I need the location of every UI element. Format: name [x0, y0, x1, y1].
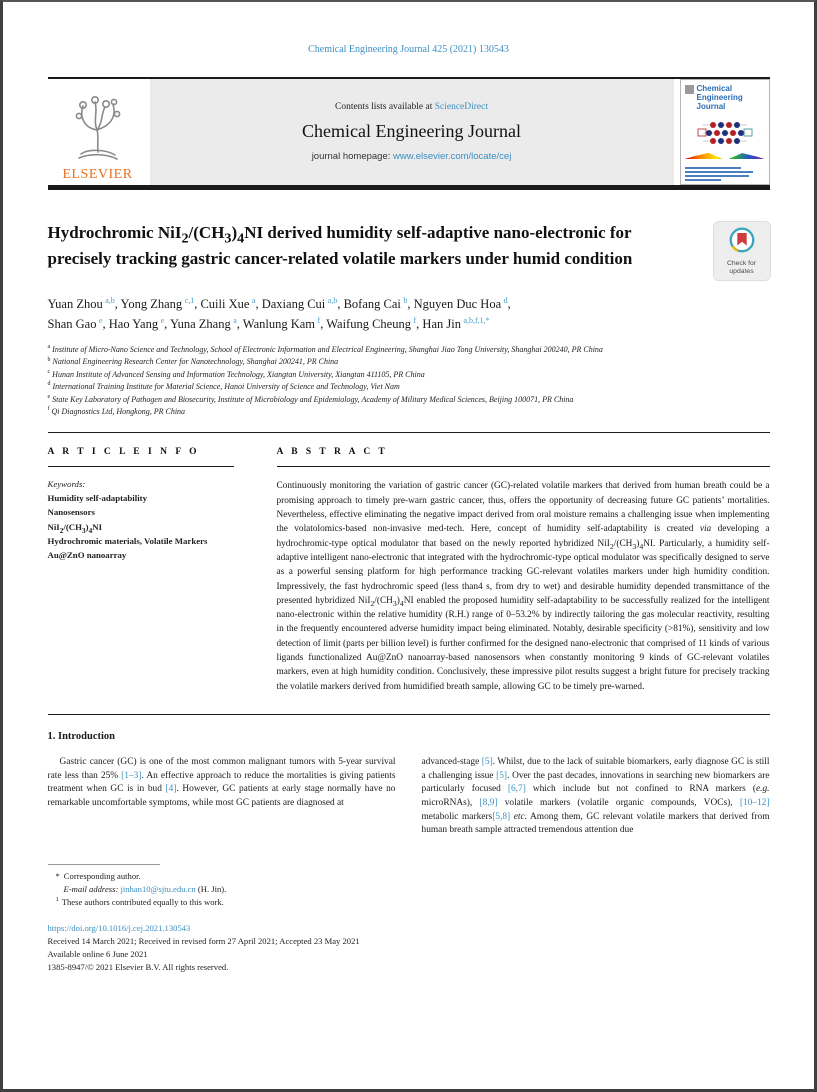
homepage-line [312, 151, 512, 162]
abstract-heading: A B S T R A C T [276, 447, 388, 458]
affil-marker: c [47, 369, 51, 376]
affil-marker: a [47, 344, 51, 351]
article-info-heading: A R T I C L E I N F O [47, 447, 200, 458]
intro-paragraph-right: advanced-stage [5]. Whilst, due to the lack of suitable biomarkers, early diagnose GC is still a challenging issue [5]. Over the past decades, innovations in searching new biomarkers are particularly focused [6,7] which include but not confined to RNA markers (e.g. microRNAs), [8,9] volatile markers (volatile organic compounds, VOCs), [10–12] metabolic markers[5,8] etc. Among them, GC relevant volatile markers that derived from human breath sample attracted tremendous attention due [421, 757, 770, 836]
affil-marker: d [47, 381, 51, 388]
affil-text: State Key Laboratory of Pathogen and Biosecurity, Institute of Microbiology and Epidemiology, Academy of Military Medical Sciences, Beijing 100071, PR China [52, 394, 574, 404]
journal-banner [48, 77, 770, 190]
affiliation-item [48, 406, 770, 418]
cover-molecule-graphic [697, 117, 753, 152]
ref-link[interactable]: [5] [496, 770, 508, 781]
article-title: Hydrochromic $NiI_2/(CH_3)_4NI$ derived humidity self-adaptive nano-electronic for precisely tracking gastric cancer-related volatile markers under humid condition [47, 223, 633, 268]
crossmark-icon [728, 241, 756, 258]
affil-text: National Engineering Research Center for Nanotechnology, Shanghai 200241, PR China [52, 357, 339, 367]
divider [277, 466, 770, 467]
received-line: Received 14 March 2021; Received in revised form 27 April 2021; Accepted 23 May 2021 [47, 936, 360, 947]
affil-marker: f [47, 406, 50, 413]
banner-center-panel [150, 79, 674, 185]
ref-link[interactable]: [1–3] [121, 770, 142, 781]
divider [48, 714, 770, 715]
footnotes [48, 864, 770, 909]
intro-paragraph-left: Gastric cancer (GC) is one of the most common malignant tumors with 5-year survival rate less than 25% [1–3]. An effective approach to reduce the mortalities is giving patients treatment when GC is in bud [4]. However, GC patients at early stage normally have no remarkable uncomfortable symptoms, while most GC patients are diagnosed at [47, 757, 396, 808]
contents-line [335, 102, 488, 112]
article-footer [48, 922, 770, 974]
affiliations [48, 344, 770, 418]
affiliation-item [48, 394, 770, 406]
affiliation-item [48, 344, 770, 356]
doi-link[interactable]: https://doi.org/10.1016/j.cej.2021.130543 [47, 923, 191, 934]
journal-homepage-link[interactable]: www.elsevier.com/locate/cej [393, 151, 512, 162]
check-updates-badge[interactable] [714, 222, 770, 280]
homepage-prefix: journal homepage: [311, 151, 394, 162]
cover-logo-icon [685, 85, 694, 94]
equal-contribution-text: These authors contributed equally to this work. [61, 896, 224, 907]
contents-prefix: Contents lists available at [334, 102, 435, 112]
corresponding-text: Corresponding author. [63, 870, 141, 881]
divider [48, 185, 770, 190]
ref-link[interactable]: [8,9] [479, 797, 498, 808]
ref-link[interactable]: [5,8] [492, 811, 511, 822]
affil-text: Institute of Micro-Nano Science and Technology, School of Electronic Information and Electrical Engineering, Shanghai Jiao Tong University, Shanghai 200240, PR China [52, 344, 603, 354]
keyword: Humidity self-adaptability [47, 493, 147, 504]
keywords-label: Keywords: [47, 479, 86, 490]
asterisk-marker: * [55, 870, 60, 881]
affil-marker: b [47, 356, 51, 363]
ref-link[interactable]: [5] [481, 757, 493, 767]
available-online-line: Available online 6 June 2021 [47, 949, 148, 960]
email-line [48, 883, 770, 896]
divider [48, 432, 770, 433]
journal-name: Chemical Engineering Journal [302, 121, 521, 141]
introduction-section [48, 731, 770, 838]
email-link[interactable]: jinhan10@sjtu.edu.cn [120, 883, 196, 894]
affil-text: International Training Institute for Material Science, Hanoi University of Science and Technology, Viet Nam [52, 382, 400, 392]
badge-label: Check for updates [726, 260, 757, 276]
keyword: Hydrochromic materials, Volatile Markers [47, 535, 208, 546]
keyword: $NiI_2/(CH_3)_4NI$ [47, 521, 103, 535]
journal-cover-thumbnail [680, 79, 770, 185]
abstract-text: Continuously monitoring the variation of gastric cancer (GC)-related volatile markers that derived from human breath could be a promising approach to timely pre-warn gastric cancer, thus, offers the opportunity of decreasing future GC patients’ mortalities. Nevertheless, effective eliminating the negative impact derived from oral moisture remains a challenging issue when implementing the volatolomics-based non-invasive med-tech. Here, concept of humidity self-adaptability is created via developing a hydrochromic-type optical modulator that based on the newly reported hybridized $NiI_2/(CH_3)_4NI$. Particularly, a humidity self-adaptive intelligent nano-electronic that integrated with the hydrochromic-type optical modulator was specifically designed to serve as a powerful sensing platform for high performance tracking GC-relevant volatiles markers under high humidity condition. Impressively, the fast hydrochromic speed (less than4 s, from dry to wet) and desirable humidity depended transmittance of the presented hybridized $NiI_2/(CH_3)_4NI$ enabled the proposed humidity self-adaptability to be successfully realized for the intelligent nano-electronic within the relative humidity (R.H.) range of 0–53.2% by indirectly tailoring the gas molecular reactivity, resulting in the frequently encountered adverse humidity impact being eliminated. Notably, desirable specificity (>81%), sensitivity and low detection of limit (parts per billion level) is further confirmed for the designed nano-electronic that comprised of 11 kinds of various ligands functionalized Au@ZnO nanoarray-based nanosensors when constantly monitoring 9 kinds of GC-relevant volatiles markers, even at high humidity condition. Conclusively, these impressive pilot results suggest a bright future for precisely tracking the volatile markers derived from humidified breath sample, allowing GC to be timely pre-warned. [276, 481, 770, 692]
elsevier-tree-icon [67, 94, 129, 169]
equal-contribution-note [48, 896, 770, 909]
authors-line: Yuan Zhou $^{a,b}$, Yong Zhang $^{c,1}$, Cuili Xue $^a$, Daxiang Cui $^{a,b}$, Bofang Cai $^b$, Nguyen Duc Hoa $^d$, Shan Gao $^e$, Hao Yang $^e$, Yuna Zhang $^a$, Wanlung Kam $^f$, Waifung Cheung $^f$, Han Jin $^{a,b,f,1,*}$ [47, 295, 511, 331]
elsevier-wordmark: ELSEVIER [62, 167, 133, 182]
corresponding-author-note [48, 870, 770, 883]
affil-marker: e [47, 393, 51, 400]
intro-heading: 1. Introduction [47, 731, 115, 742]
article-info-column [48, 447, 253, 694]
footnote-marker: 1 [55, 895, 59, 903]
affiliation-item [48, 369, 770, 381]
keyword: Au@ZnO nanoarray [47, 549, 127, 560]
divider [48, 466, 234, 467]
keywords-list [48, 477, 253, 561]
affiliation-item [48, 356, 770, 368]
affil-text: Qi Diagnostics Ltd, Hongkong, PR China [51, 406, 186, 416]
cover-text-lines [685, 167, 765, 181]
affil-text: Hunan Institute of Advanced Sensing and Information Technology, Xiangtan University, Xiangtan 411105, PR China [52, 369, 425, 379]
affiliation-item [48, 381, 770, 393]
cover-rainbow-graphic [685, 153, 765, 159]
ref-link[interactable]: [6,7] [507, 784, 526, 795]
email-suffix: (H. Jin). [197, 883, 227, 894]
email-label: E-mail address: [63, 883, 119, 894]
keyword: Nanosensors [47, 507, 95, 518]
ref-link[interactable]: [4] [165, 784, 177, 795]
copyright-line: 1385-8947/© 2021 Elsevier B.V. All rights reserved. [47, 962, 229, 973]
sciencedirect-link[interactable]: ScienceDirect [434, 102, 488, 112]
elsevier-logo [48, 79, 148, 185]
ref-link[interactable]: [10–12] [739, 797, 770, 808]
cover-journal-title: Chemical Engineering Journal [696, 84, 743, 111]
abstract-column [277, 447, 770, 694]
journal-citation-link[interactable]: Chemical Engineering Journal 425 (2021) 130543 [308, 44, 509, 55]
footnote-rule [48, 864, 160, 865]
